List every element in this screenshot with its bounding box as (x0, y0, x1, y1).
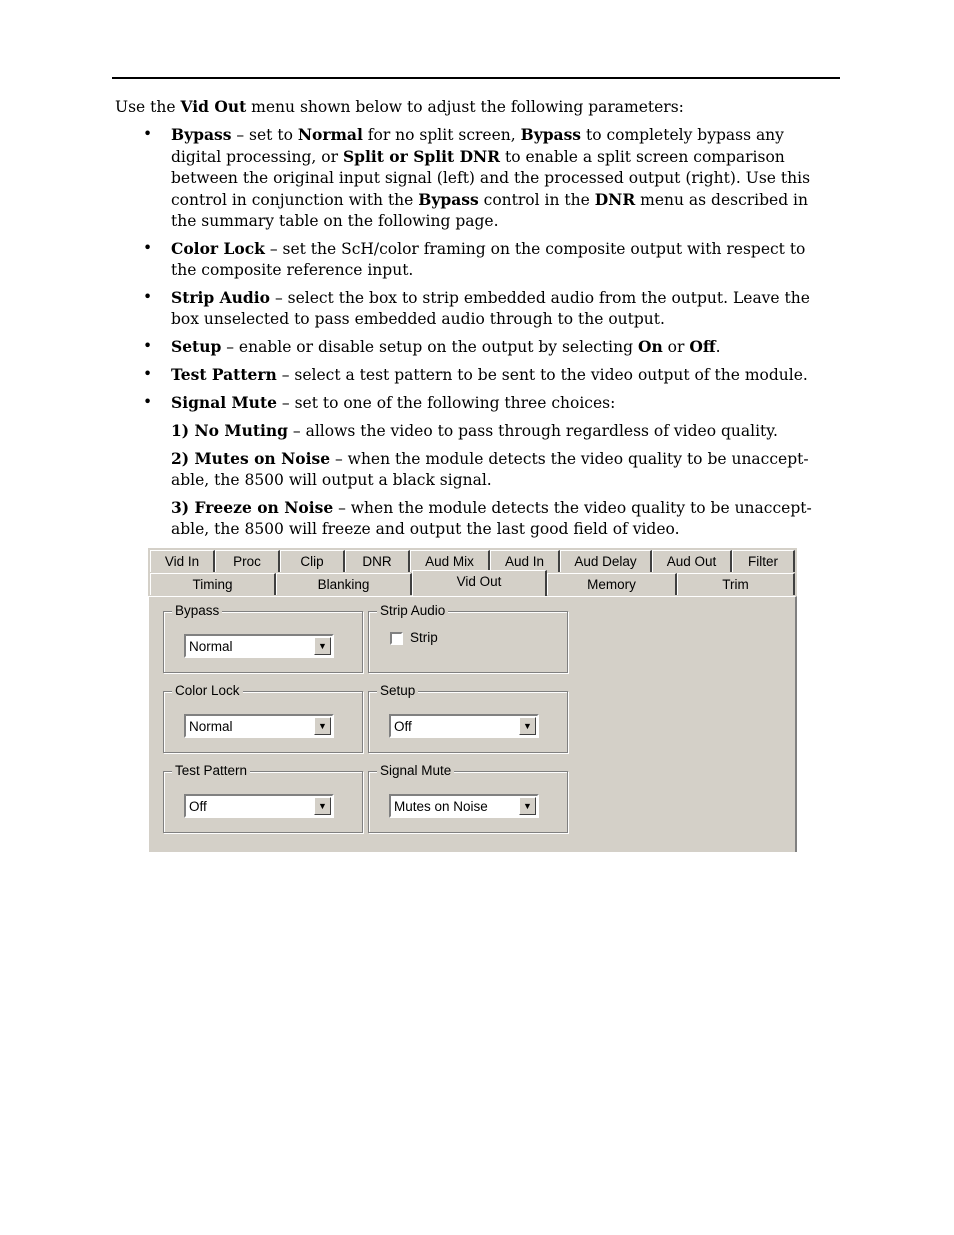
bullet-color-lock: • Color Lock – set the ScH/color framing on the composite output with respect to the composite reference input. (143, 239, 806, 279)
bullet-strip-audio: • Strip Audio – select the box to strip embedded audio from the output. Leave the box unselected to pass embedded audio through to the output. (143, 288, 810, 328)
document-body (115, 96, 827, 546)
tab-timing[interactable]: Timing (150, 573, 276, 595)
strip-audio-group (368, 603, 568, 673)
signal-mute-label: Signal Mute (377, 763, 454, 779)
tab-dnr[interactable]: DNR (345, 550, 410, 572)
tab-proc[interactable]: Proc (215, 550, 280, 572)
tab-vid-out[interactable]: Vid Out (412, 570, 547, 596)
bullet-setup: • Setup – enable or disable setup on the output by selecting On or Off. (143, 337, 721, 356)
tab-row-bottom (148, 573, 797, 596)
bullet-test-pattern: • Test Pattern – select a test pattern to be sent to the video output of the module. (143, 365, 808, 384)
test-pattern-group (163, 763, 363, 833)
strip-checkbox-label: Strip (410, 630, 438, 645)
test-pattern-value: Off (189, 799, 207, 814)
tab-panel (148, 596, 797, 852)
bypass-value: Normal (189, 639, 233, 654)
tab-trim[interactable]: Trim (677, 573, 795, 595)
intro-paragraph: Use the Vid Out menu shown below to adjust the following parameters: (115, 97, 684, 116)
color-lock-select[interactable] (184, 714, 334, 738)
strip-audio-label: Strip Audio (377, 603, 448, 619)
test-pattern-label: Test Pattern (172, 763, 250, 779)
chevron-down-icon[interactable]: ▼ (519, 717, 536, 735)
signal-mute-select[interactable] (389, 794, 539, 818)
choice-no-muting: 1) No Muting – allows the video to pass through regardless of video quality. (171, 421, 778, 440)
tab-vid-in[interactable]: Vid In (150, 550, 215, 572)
setup-label: Setup (377, 683, 418, 699)
bypass-label: Bypass (172, 603, 222, 619)
choice-freeze-on-noise: 3) Freeze on Noise – when the module detects the video quality to be unaccept-able, the 8500 will freeze and output the last good field of video. (171, 498, 812, 538)
setup-select[interactable] (389, 714, 539, 738)
strip-checkbox[interactable] (390, 632, 403, 645)
tab-aud-delay[interactable]: Aud Delay (560, 550, 652, 572)
color-lock-group (163, 683, 363, 753)
tab-blanking[interactable]: Blanking (276, 573, 412, 595)
tab-memory[interactable]: Memory (547, 573, 677, 595)
chevron-down-icon[interactable]: ▼ (519, 797, 536, 815)
chevron-down-icon[interactable]: ▼ (314, 637, 331, 655)
choice-mutes-on-noise: 2) Mutes on Noise – when the module detects the video quality to be unaccept-able, the 8500 will output a black signal. (171, 449, 809, 489)
color-lock-value: Normal (189, 719, 233, 734)
vid-out-dialog (148, 548, 797, 852)
header-rule (112, 77, 840, 79)
chevron-down-icon[interactable]: ▼ (314, 717, 331, 735)
test-pattern-select[interactable] (184, 794, 334, 818)
setup-value: Off (394, 719, 412, 734)
tab-aud-in[interactable]: Aud In (490, 550, 560, 572)
bypass-group (163, 603, 363, 673)
signal-mute-value: Mutes on Noise (394, 799, 488, 814)
chevron-down-icon[interactable]: ▼ (314, 797, 331, 815)
signal-mute-group (368, 763, 568, 833)
tab-clip[interactable]: Clip (280, 550, 345, 572)
parameter-list (115, 124, 827, 414)
setup-group (368, 683, 568, 753)
bypass-select[interactable] (184, 634, 334, 658)
bullet-bypass: • Bypass – set to Normal for no split screen, Bypass to completely bypass any digital processing, or Split or Split DNR to enable a split screen comparison between the original input signal (left) and the processed output (right). Use this control in conjunction with the Bypass control in the DNR menu as described in the summary table on the following page. (143, 125, 811, 230)
tab-aud-mix[interactable]: Aud Mix (410, 550, 490, 572)
tab-filter[interactable]: Filter (732, 550, 795, 572)
bullet-signal-mute: • Signal Mute – set to one of the following three choices: (143, 393, 616, 412)
color-lock-label: Color Lock (172, 683, 243, 699)
tab-aud-out[interactable]: Aud Out (652, 550, 732, 572)
